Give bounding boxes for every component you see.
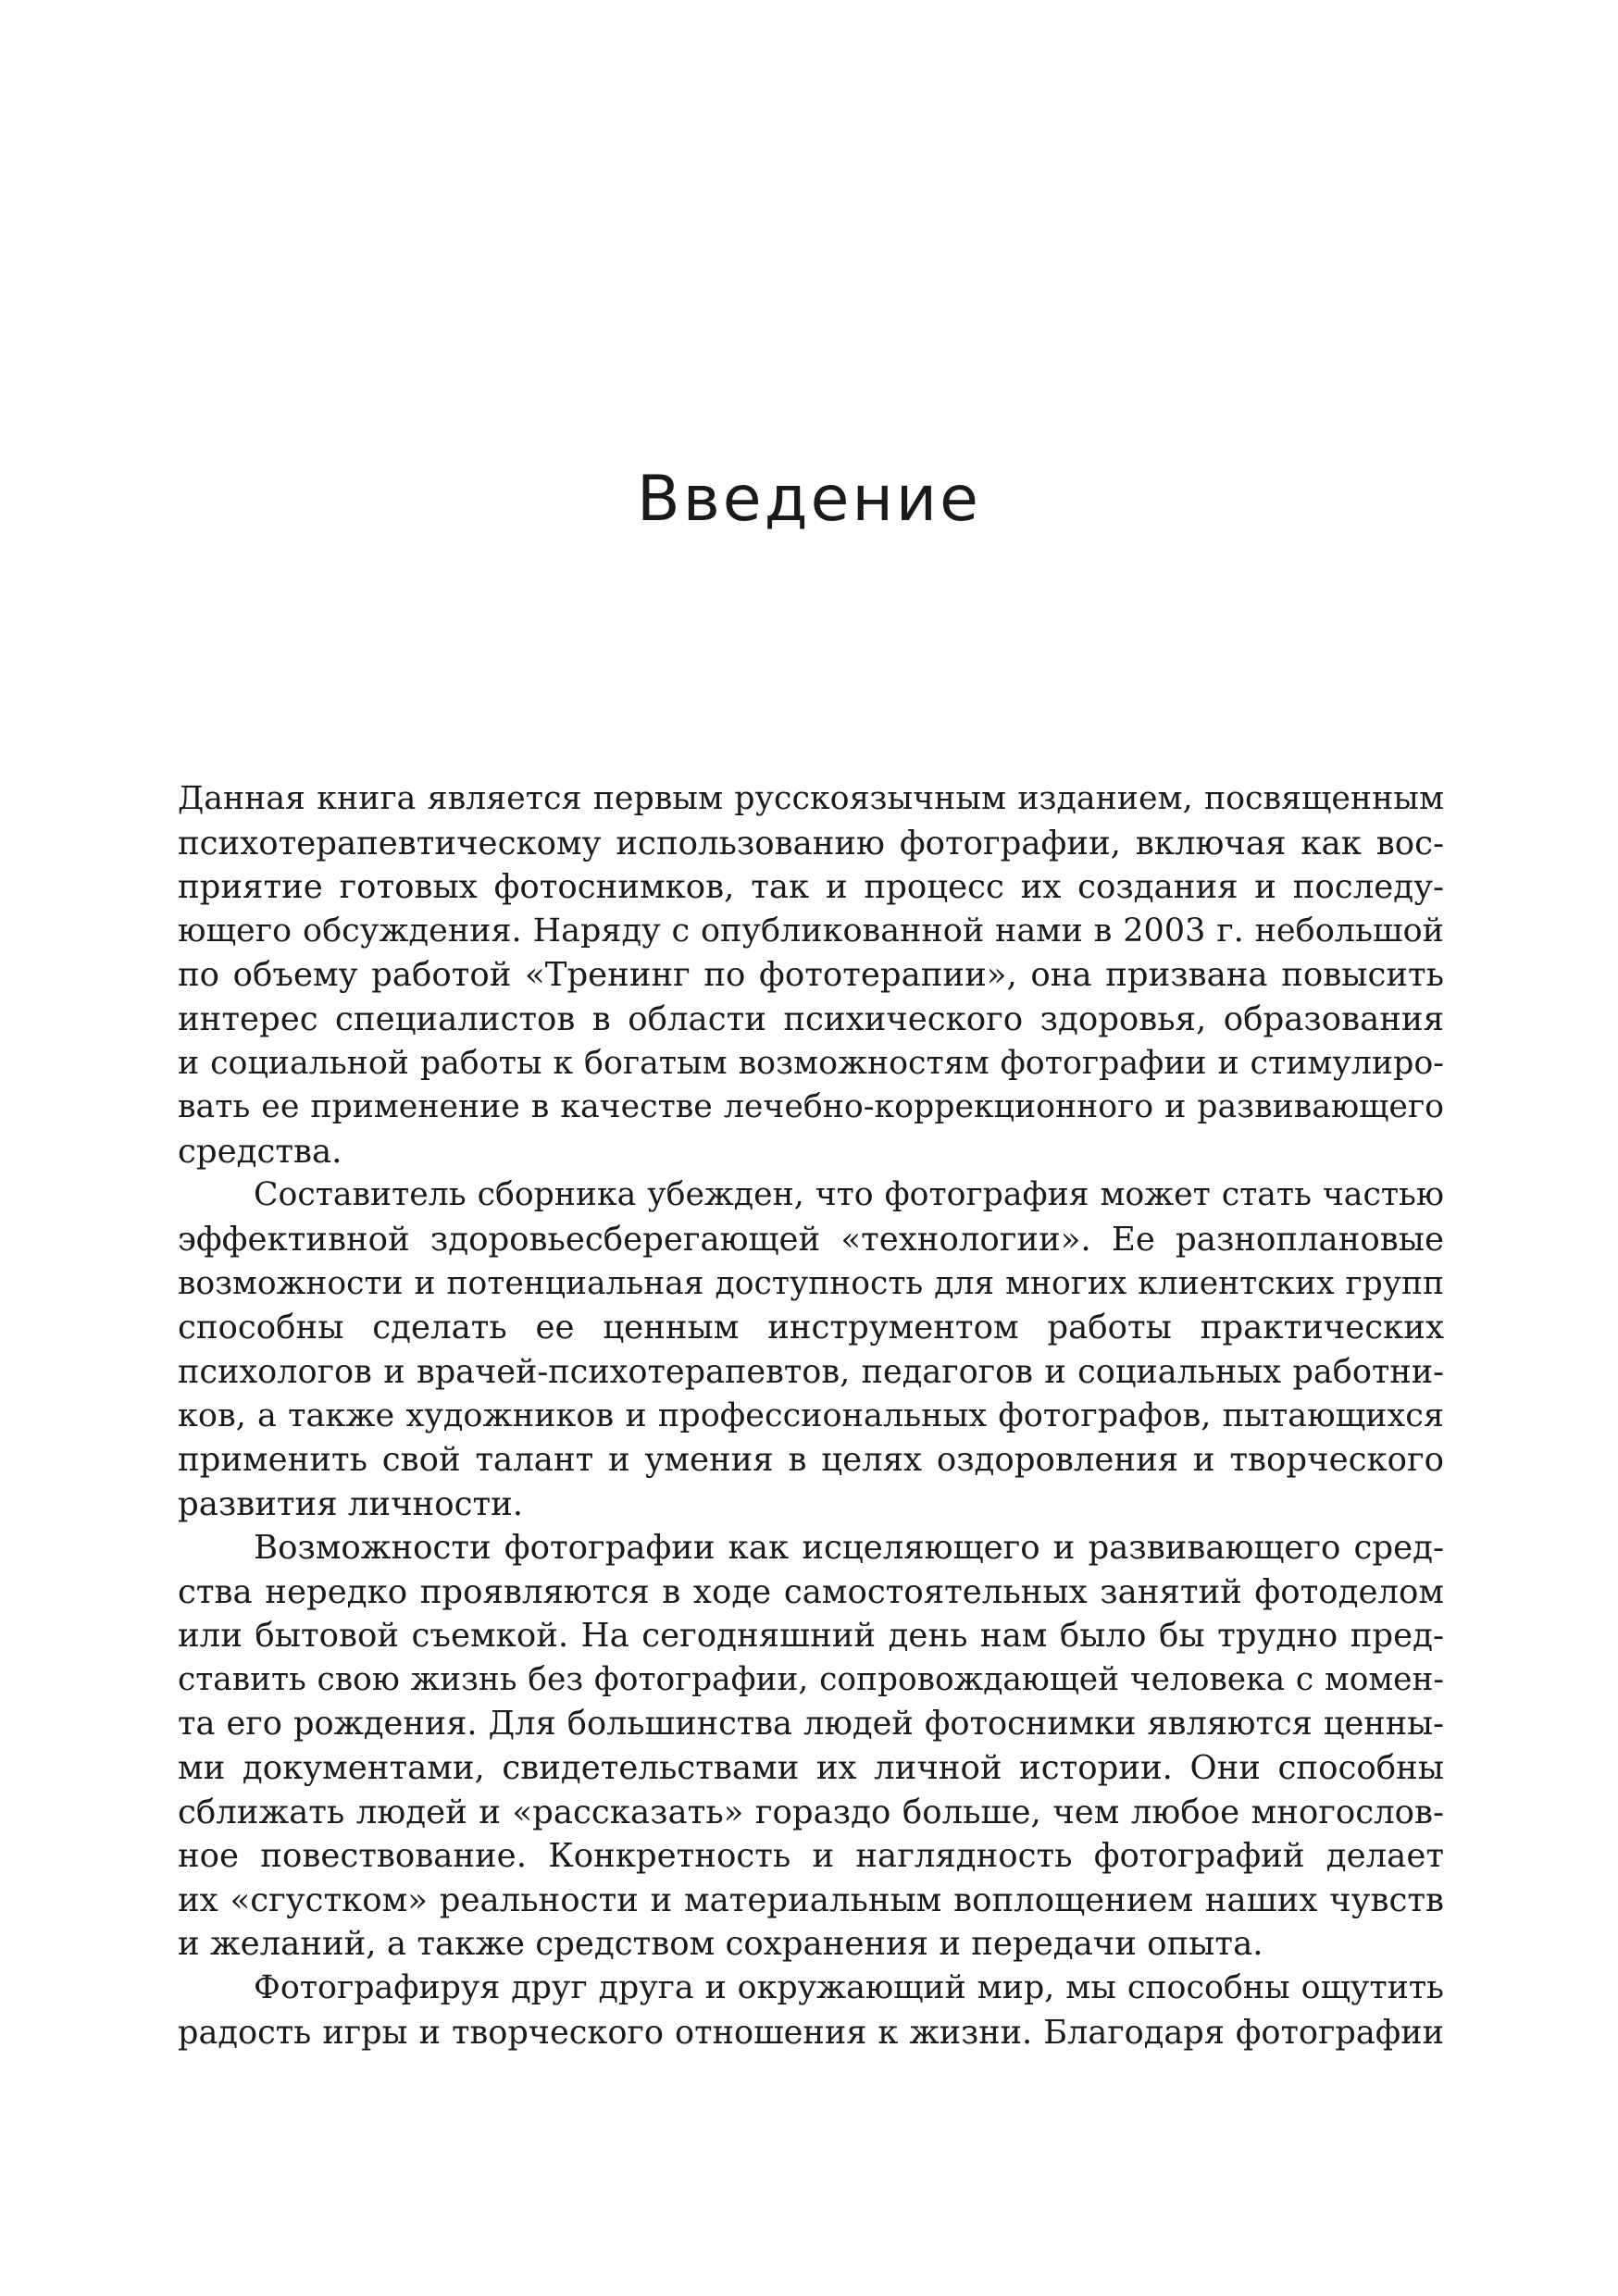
text-line: ставить свою жизнь без фотографии, сопровождающей человека с момен- — [178, 1660, 1444, 1698]
text-line: Данная книга является первым русскоязычным изданием, посвященным — [178, 780, 1444, 817]
text-line: возможности и потенциальная доступность для многих клиентских групп — [178, 1264, 1444, 1302]
text-line: вать ее применение в качестве лечебно-коррекционного и развивающего — [178, 1088, 1444, 1126]
text-line: Возможности фотографии как исцеляющего и развивающего сред- — [254, 1529, 1444, 1568]
text-line: Составитель сборника убежден, что фотография может стать частью — [254, 1176, 1444, 1214]
text-line: психотерапевтическому использованию фотографии, включая как вос- — [178, 824, 1444, 863]
text-line: развития личности. — [178, 1484, 524, 1523]
text-line: по объему работой «Тренинг по фототерапии», она призвана повысить — [178, 956, 1444, 995]
text-line: способны сделать ее ценным инструментом работы практических — [178, 1309, 1444, 1347]
text-line: их «сгустком» реальности и материальным воплощением наших чувств — [178, 1880, 1444, 1919]
paragraph-3 — [178, 1526, 1444, 1967]
body-text — [178, 777, 1444, 2054]
text-line: средства. — [178, 1132, 342, 1171]
text-line: эффективной здоровьесберегающей «технологии». Ее разноплановые — [178, 1220, 1444, 1259]
text-line: Фотографируя друг друга и окружающий мир, мы способны ощутить — [254, 1969, 1444, 2007]
text-line: ства нередко проявляются в ходе самостоятельных занятий фотоделом — [178, 1572, 1444, 1611]
paragraph-2 — [178, 1173, 1444, 1526]
text-line: та его рождения. Для большинства людей фотоснимки являются ценны- — [178, 1705, 1444, 1744]
text-line: применить свой талант и умения в целях оздоровления и творческого — [178, 1440, 1444, 1479]
paragraph-1 — [178, 777, 1444, 1173]
text-line: интерес специалистов в области психического здоровья, образования — [178, 999, 1444, 1038]
chapter-title: Введение — [637, 463, 981, 536]
text-line: и социальной работы к богатым возможностям фотографии и стимулиро- — [178, 1044, 1444, 1082]
text-line: ков, а также художников и профессиональных фотографов, пытающихся — [178, 1396, 1444, 1435]
text-line: и желаний, а также средством сохранения и передачи опыта. — [178, 1925, 1263, 1964]
text-line: или бытовой съемкой. На сегодняшний день нам было бы трудно пред- — [178, 1617, 1444, 1656]
text-line: радость игры и творческого отношения к жизни. Благодаря фотографии — [178, 2013, 1444, 2052]
text-line: сближать людей и «рассказать» гораздо больше, чем любое многослов- — [178, 1793, 1444, 1831]
paragraph-4 — [178, 1967, 1444, 2054]
text-line: ющего обсуждения. Наряду с опубликованной нами в 2003 г. небольшой — [178, 912, 1444, 949]
text-line: ное повествование. Конкретность и наглядность фотографий делает — [178, 1837, 1444, 1876]
text-line: ми документами, свидетельствами их личной истории. Они способны — [178, 1749, 1444, 1788]
text-line: психологов и врачей-психотерапевтов, педагогов и социальных работни- — [178, 1352, 1444, 1391]
text-line: приятие готовых фотоснимков, так и процесс их создания и последу- — [178, 868, 1444, 907]
